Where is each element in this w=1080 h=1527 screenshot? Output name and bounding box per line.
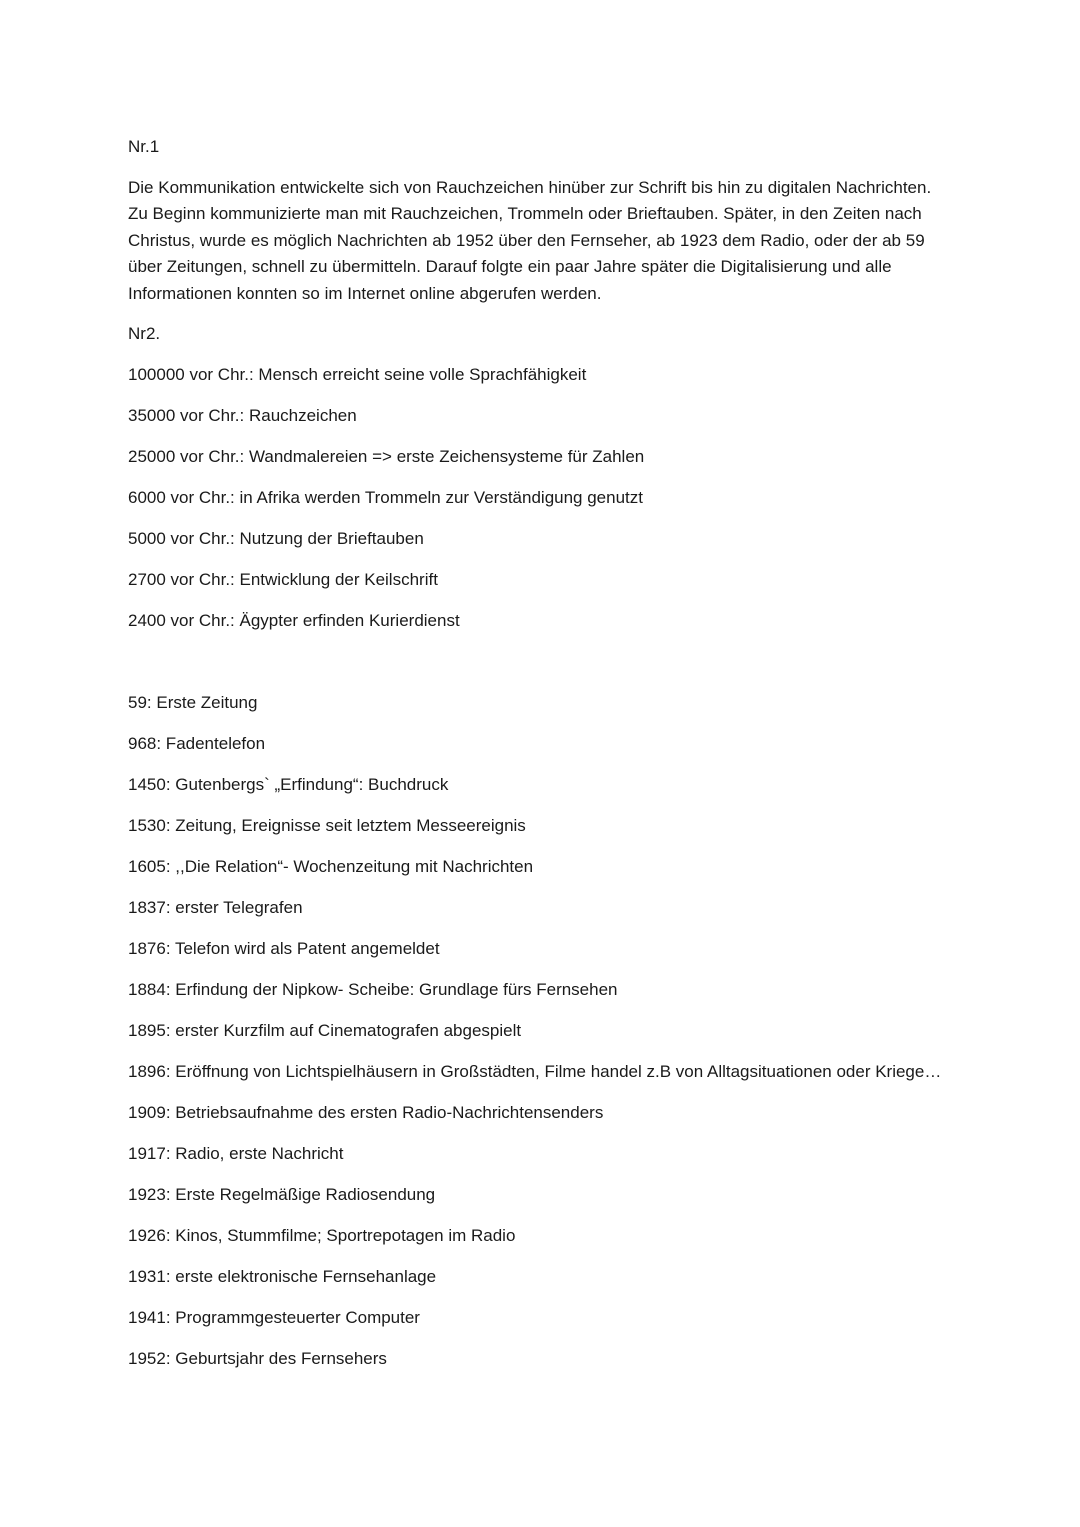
timeline-entry: 968: Fadentelefon [128,733,266,753]
section1-paragraph: Die Kommunikation entwickelte sich von Rauchzeichen hinüber zur Schrift bis hin zu digitalen Nachrichten. Zu Beginn kommunizierte man mit Rauchzeichen, Trommeln oder Brieftauben. Später, in den Zeiten nach Christus, wurde es möglich Nachrichten ab 1952 über den Fernseher, ab 1923 dem Radio, oder der ab 59 über Zeitungen, schnell zu übermitteln. Darauf folgte ein paar Jahre später die Digitalisierung und alle Informationen konnten so im Internet online abgerufen werden. [128,177,932,303]
timeline-entry: 1884: Erfindung der Nipkow- Scheibe: Grundlage fürs Fernsehen [128,979,618,999]
document-content [128,134,948,1387]
timeline-entry: 25000 vor Chr.: Wandmalereien => erste Zeichensysteme für Zahlen [128,446,645,466]
timeline-entry: 2400 vor Chr.: Ägypter erfinden Kurierdienst [128,610,460,630]
timeline-entry: 1941: Programmgesteuerter Computer [128,1307,420,1327]
timeline-entry: 1895: erster Kurzfilm auf Cinematografen abgespielt [128,1020,522,1040]
timeline-entry: 5000 vor Chr.: Nutzung der Brieftauben [128,528,424,548]
timeline-entry: 59: Erste Zeitung [128,692,258,712]
section2-heading: Nr2. [128,324,161,343]
timeline-entry: 1931: erste elektronische Fernsehanlage [128,1266,437,1286]
timeline-entry: 6000 vor Chr.: in Afrika werden Trommeln zur Verständigung genutzt [128,487,643,507]
timeline-entry: 1450: Gutenbergs` „Erfindung“: Buchdruck [128,774,449,794]
ad-timeline [128,690,948,1373]
timeline-entry: 1605: ,,Die Relation“- Wochenzeitung mit Nachrichten [128,856,534,876]
timeline-entry: 1909: Betriebsaufnahme des ersten Radio-Nachrichtensenders [128,1102,604,1122]
timeline-entry: 100000 vor Chr.: Mensch erreicht seine volle Sprachfähigkeit [128,364,587,384]
bc-timeline [128,362,948,635]
timeline-entry: 1917: Radio, erste Nachricht [128,1143,344,1163]
section-gap [128,649,948,690]
timeline-entry: 35000 vor Chr.: Rauchzeichen [128,405,357,425]
timeline-entry: 1952: Geburtsjahr des Fernsehers [128,1348,387,1368]
timeline-entry: 1876: Telefon wird als Patent angemeldet [128,938,440,958]
timeline-entry: 1837: erster Telegrafen [128,897,303,917]
timeline-entry: 1923: Erste Regelmäßige Radiosendung [128,1184,436,1204]
timeline-entry: 1896: Eröffnung von Lichtspielhäusern in Großstädten, Filme handel z.B von Alltagsituationen oder Kriege… [128,1061,942,1081]
timeline-entry: 1530: Zeitung, Ereignisse seit letztem Messeereignis [128,815,526,835]
timeline-entry: 2700 vor Chr.: Entwicklung der Keilschrift [128,569,438,589]
section1-heading: Nr.1 [128,137,160,156]
timeline-entry: 1926: Kinos, Stummfilme; Sportrepotagen im Radio [128,1225,516,1245]
